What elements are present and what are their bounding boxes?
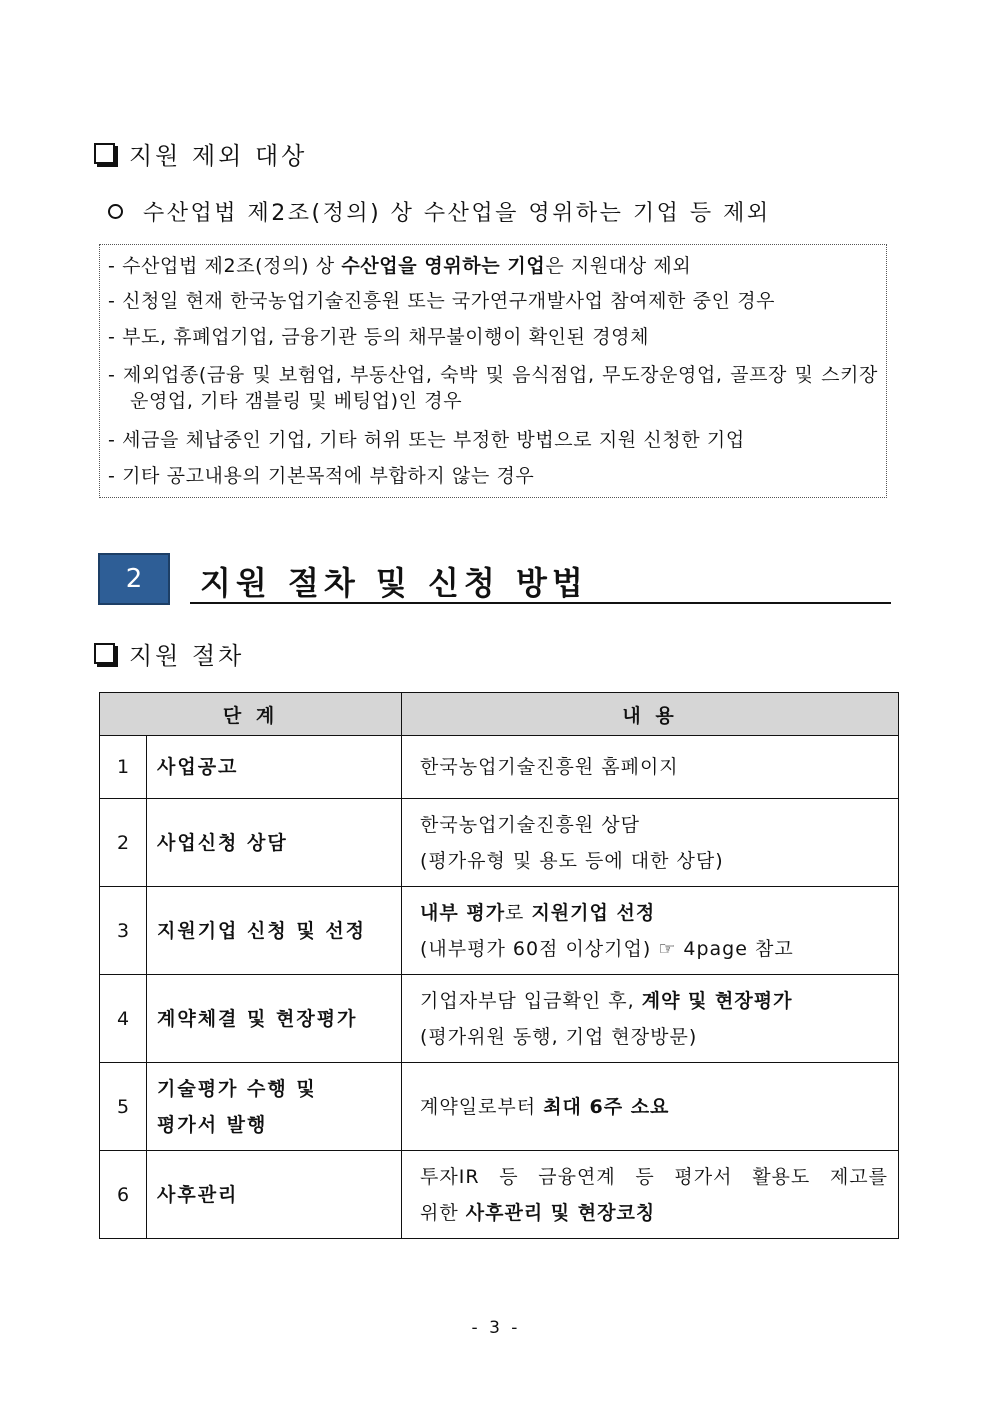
section-number-badge: 2 (98, 553, 170, 605)
header-stage: 단 계 (100, 693, 402, 736)
content-segment: 로 (505, 901, 532, 924)
step-content (402, 736, 899, 799)
table-row (100, 1063, 899, 1151)
table-header-row (100, 693, 899, 736)
step-stage: 기술평가 수행 및 평가서 발행 (147, 1063, 402, 1151)
checkbox-square-icon (94, 643, 115, 664)
step-stage: 사업공고 (147, 736, 402, 799)
step-number: 1 (100, 736, 147, 799)
content-line (420, 931, 888, 967)
content-segment: (평가위원 동행, 기업 현장방문) (420, 1025, 698, 1048)
content-line (420, 843, 888, 879)
section-title: 지원 절차 및 신청 방법 (200, 564, 588, 602)
table-row (100, 975, 899, 1063)
content-line (420, 1089, 888, 1125)
step-number: 5 (100, 1063, 147, 1151)
content-line (420, 749, 888, 785)
content-segment: 한국농업기술진흥원 상담 (420, 813, 640, 836)
step-content (402, 1151, 899, 1239)
content-line (420, 983, 888, 1019)
list-item: - 부도, 휴폐업기업, 금융기관 등의 채무불이행이 확인된 경영체 (108, 326, 650, 348)
procedure-table (99, 692, 899, 1239)
content-segment: 지원기업 선정 (531, 901, 656, 924)
step-stage: 사후관리 (147, 1151, 402, 1239)
heading-text: 지원 절차 (129, 642, 245, 670)
content-line (420, 807, 888, 843)
step-number: 6 (100, 1151, 147, 1239)
table-row (100, 887, 899, 975)
header-content: 내 용 (402, 693, 899, 736)
step-content (402, 1063, 899, 1151)
content-segment: (내부평가 60점 이상기업) ☞ 4page 참고 (420, 937, 794, 960)
heading-text: 지원 제외 대상 (129, 142, 308, 170)
content-segment: 최대 6주 소요 (543, 1095, 670, 1118)
content-line (420, 1195, 888, 1231)
list-item: - 제외업종(금융 및 보험업, 부동산업, 숙박 및 음식점업, 무도장운영업, 골프장 및 스키장운영업, 기타 갬블링 및 베팅업)인 경우 (108, 364, 878, 412)
table-row (100, 799, 899, 887)
content-line (420, 895, 888, 931)
page-number: - 3 - (471, 1318, 521, 1338)
list-item: - 세금을 체납중인 기업, 기타 허위 또는 부정한 방법으로 지원 신청한 기업 (108, 429, 745, 451)
content-segment: 계약 및 현장평가 (641, 989, 793, 1012)
content-segment: 투자IR 등 금융연계 등 평가서 활용도 제고를 (420, 1165, 889, 1188)
section-title-underline (190, 602, 891, 604)
content-segment: 사후관리 및 현장코칭 (465, 1201, 656, 1224)
step-stage: 계약체결 및 현장평가 (147, 975, 402, 1063)
content-line (420, 1159, 888, 1195)
bullet-text: 수산업법 제2조(정의) 상 수산업을 영위하는 기업 등 제외 (143, 201, 771, 226)
step-content (402, 975, 899, 1063)
section-heading-exclusion (94, 136, 307, 171)
list-item: - 수산업법 제2조(정의) 상 수산업을 영위하는 기업은 지원대상 제외 (108, 255, 692, 277)
list-item: - 기타 공고내용의 기본목적에 부합하지 않는 경우 (108, 465, 535, 487)
step-number: 3 (100, 887, 147, 975)
content-segment: 계약일로부터 (420, 1095, 544, 1118)
content-line (420, 1019, 888, 1055)
sub-heading-procedure (94, 636, 244, 671)
bullet-line (108, 196, 771, 227)
content-segment: 기업자부담 입금확인 후, (420, 989, 642, 1012)
content-segment: 한국농업기술진흥원 홈페이지 (420, 756, 679, 778)
list-item: - 신청일 현재 한국농업기술진흥원 또는 국가연구개발사업 참여제한 중인 경우 (108, 290, 776, 312)
table-row (100, 1151, 899, 1239)
step-stage: 지원기업 신청 및 선정 (147, 887, 402, 975)
step-content (402, 799, 899, 887)
step-stage: 사업신청 상담 (147, 799, 402, 887)
table-row (100, 736, 899, 799)
step-number: 4 (100, 975, 147, 1063)
content-segment: 위한 (420, 1201, 466, 1224)
content-segment: (평가유형 및 용도 등에 대한 상담) (420, 849, 724, 872)
content-segment: 내부 평가 (420, 901, 506, 924)
checkbox-square-icon (94, 143, 115, 164)
step-number: 2 (100, 799, 147, 887)
circle-bullet-icon (108, 204, 123, 219)
step-content (402, 887, 899, 975)
exclusion-list-box (99, 244, 887, 498)
